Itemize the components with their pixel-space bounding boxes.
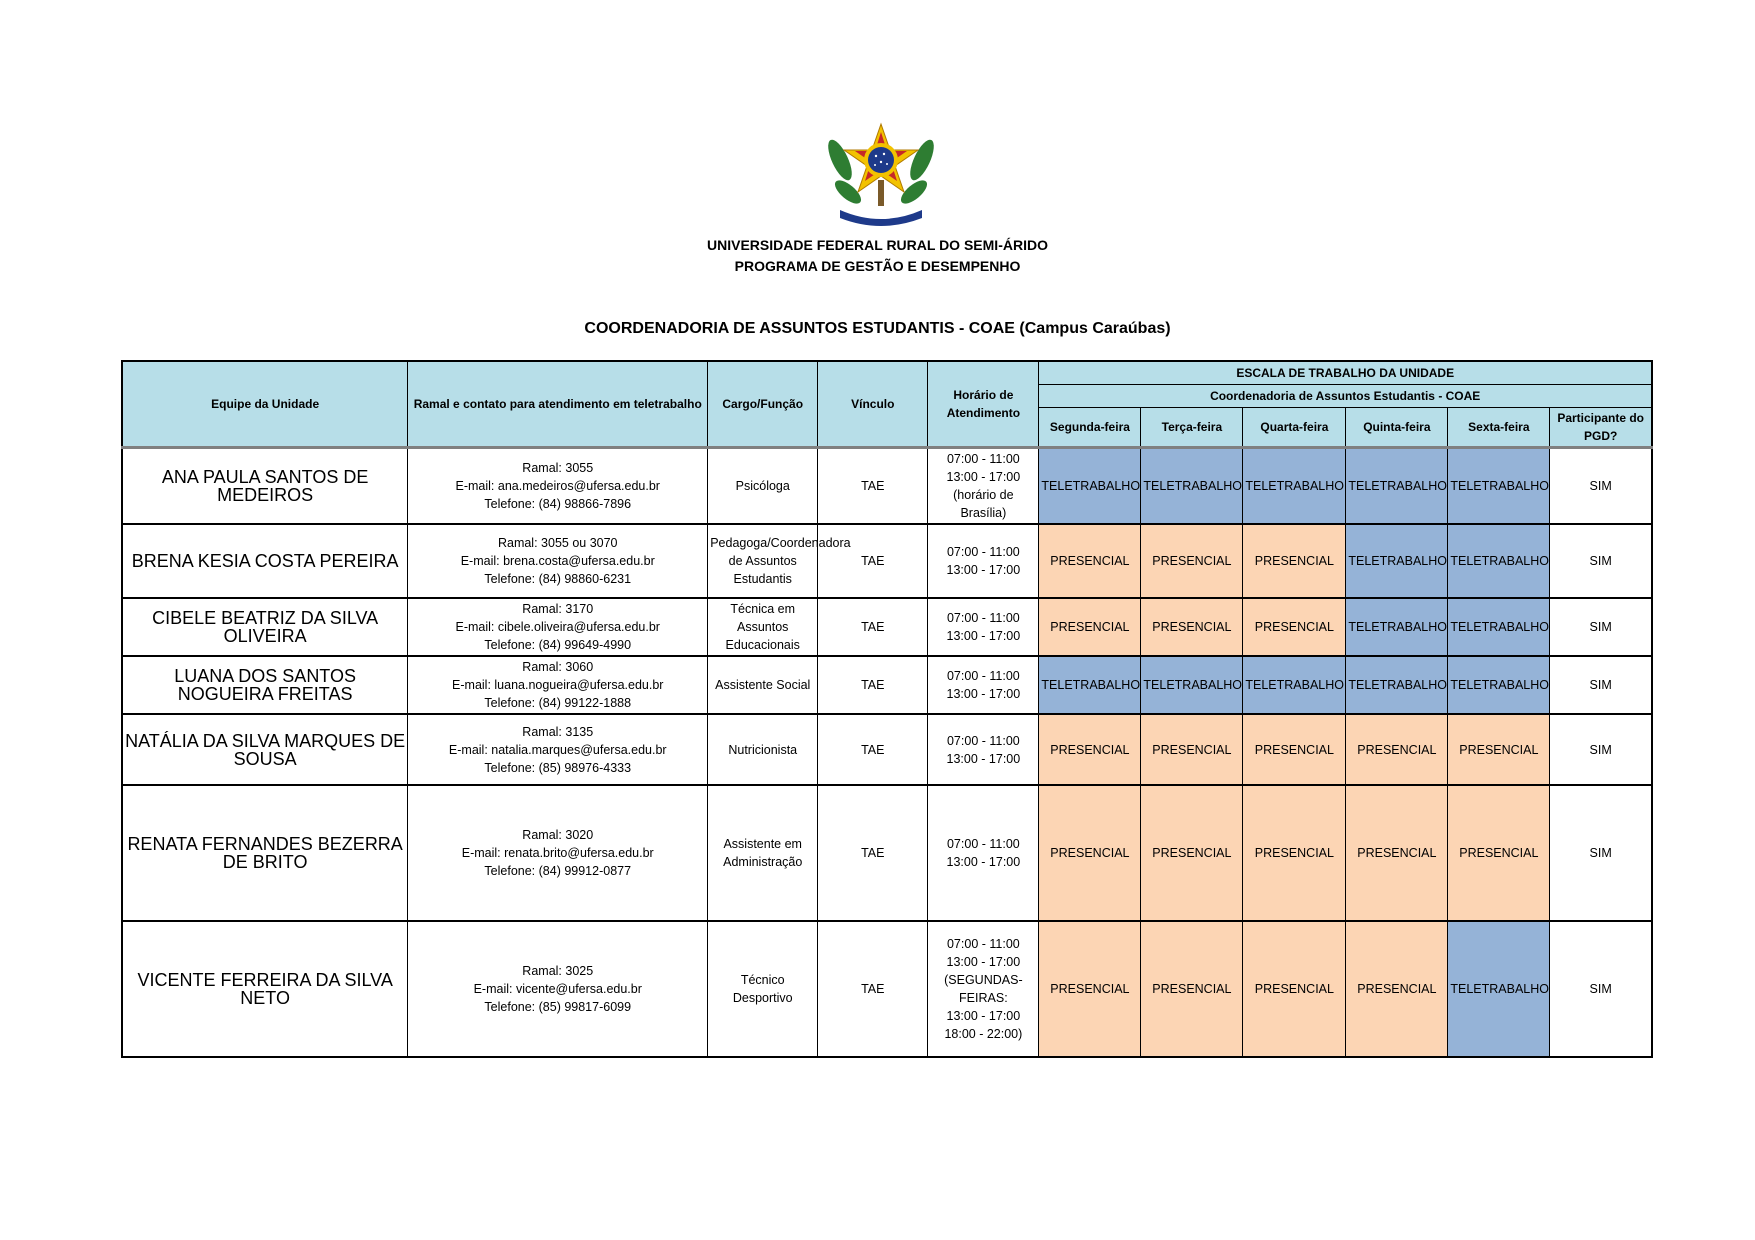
role-cell: Técnico Desportivo	[708, 921, 818, 1057]
schedule-cell-friday: PRESENCIAL	[1448, 714, 1550, 785]
hours-line: 07:00 - 11:00	[946, 937, 1020, 951]
bond-cell: TAE	[818, 656, 928, 714]
schedule-cell-tuesday: PRESENCIAL	[1141, 921, 1243, 1057]
bond-cell: TAE	[818, 921, 928, 1057]
contact-line: Telefone: (84) 99649-4990	[484, 638, 632, 652]
hours-line: Brasília)	[960, 506, 1007, 520]
team-member-name: LUANA DOS SANTOS NOGUEIRA FREITAS	[122, 656, 408, 714]
col-header-team: Equipe da Unidade	[122, 361, 408, 448]
schedule-cell-thursday: TELETRABALHO	[1346, 656, 1448, 714]
contact-line: Ramal: 3170	[522, 602, 594, 616]
contact-line: Ramal: 3060	[522, 660, 594, 674]
col-header-bond: Vínculo	[818, 361, 928, 448]
hours-line: (SEGUNDAS-	[944, 973, 1023, 987]
schedule-cell-friday: TELETRABALHO	[1448, 524, 1550, 598]
table-row	[122, 656, 1652, 714]
contact-line: Telefone: (85) 98976-4333	[484, 760, 632, 775]
hours-line: 07:00 - 11:00	[946, 611, 1020, 625]
schedule-cell-monday: PRESENCIAL	[1039, 921, 1141, 1057]
contact-line: Ramal: 3055	[522, 461, 594, 475]
schedule-cell-monday: TELETRABALHO	[1039, 656, 1141, 714]
contact-line: E-mail: brena.costa@ufersa.edu.br	[460, 554, 655, 568]
role-cell: Psicóloga	[708, 448, 818, 525]
hours-line: 13:00 - 17:00	[946, 855, 1021, 869]
contact-line: E-mail: luana.nogueira@ufersa.edu.br	[452, 678, 664, 692]
program-name: PROGRAMA DE GESTÃO E DESEMPENHO	[734, 258, 1021, 274]
schedule-cell-thursday: PRESENCIAL	[1346, 714, 1448, 785]
schedule-cell-thursday: PRESENCIAL	[1346, 785, 1448, 921]
schedule-cell-thursday: PRESENCIAL	[1346, 921, 1448, 1057]
schedule-cell-tuesday: PRESENCIAL	[1141, 524, 1243, 598]
col-header-contact: Ramal e contato para atendimento em teletrabalho	[408, 361, 708, 448]
table-row	[122, 785, 1652, 921]
hours-cell	[928, 656, 1039, 714]
hours-line: 13:00 - 17:00	[946, 629, 1021, 643]
col-header-wednesday: Quarta-feira	[1243, 408, 1346, 448]
pgd-cell: SIM	[1550, 921, 1652, 1057]
hours-cell	[928, 448, 1039, 525]
schedule-cell-tuesday: PRESENCIAL	[1141, 785, 1243, 921]
schedule-cell-wednesday: PRESENCIAL	[1243, 785, 1346, 921]
table-row	[122, 598, 1652, 656]
col-header-hours: Horário de Atendimento	[928, 361, 1039, 448]
schedule-cell-friday: TELETRABALHO	[1448, 598, 1550, 656]
contact-cell	[408, 598, 708, 656]
schedule-cell-monday: TELETRABALHO	[1039, 448, 1141, 525]
team-member-name: NATÁLIA DA SILVA MARQUES DE SOUSA	[122, 714, 408, 785]
schedule-cell-thursday: TELETRABALHO	[1346, 524, 1448, 598]
contact-line: Telefone: (84) 98860-6231	[484, 572, 632, 586]
schedule-cell-monday: PRESENCIAL	[1039, 524, 1141, 598]
table-row	[122, 714, 1652, 785]
contact-cell	[408, 714, 708, 785]
schedule-cell-wednesday: PRESENCIAL	[1243, 524, 1346, 598]
contact-line: E-mail: vicente@ufersa.edu.br	[473, 982, 642, 996]
schedule-cell-thursday: TELETRABALHO	[1346, 448, 1448, 525]
role-cell: Assistente em Administração	[708, 785, 818, 921]
team-member-name: VICENTE FERREIRA DA SILVA NETO	[122, 921, 408, 1057]
col-header-schedule-subgroup: Coordenadoria de Assuntos Estudantis - COAE	[1039, 385, 1652, 408]
bond-cell: TAE	[818, 785, 928, 921]
pgd-cell: SIM	[1550, 448, 1652, 525]
hours-cell	[928, 524, 1039, 598]
work-schedule-table	[121, 360, 1653, 1058]
team-member-name: ANA PAULA SANTOS DE MEDEIROS	[122, 448, 408, 525]
hours-cell	[928, 921, 1039, 1057]
hours-cell	[928, 598, 1039, 656]
bond-cell: TAE	[818, 448, 928, 525]
schedule-cell-friday: TELETRABALHO	[1448, 448, 1550, 525]
bond-cell: TAE	[818, 524, 928, 598]
contact-line: Ramal: 3020	[522, 828, 594, 842]
role-cell: Nutricionista	[708, 714, 818, 785]
schedule-cell-thursday: TELETRABALHO	[1346, 598, 1448, 656]
contact-cell	[408, 656, 708, 714]
hours-line: 18:00 - 22:00)	[944, 1027, 1023, 1041]
role-cell: Técnica em Assuntos Educacionais	[708, 598, 818, 656]
schedule-cell-friday: PRESENCIAL	[1448, 785, 1550, 921]
schedule-cell-tuesday: TELETRABALHO	[1141, 656, 1243, 714]
table-row	[122, 524, 1652, 598]
col-header-friday: Sexta-feira	[1448, 408, 1550, 448]
contact-cell	[408, 921, 708, 1057]
contact-line: Telefone: (84) 99122-1888	[484, 696, 632, 710]
pgd-cell: SIM	[1550, 598, 1652, 656]
hours-line: 13:00 - 17:00	[946, 955, 1021, 969]
schedule-cell-monday: PRESENCIAL	[1039, 785, 1141, 921]
col-header-thursday: Quinta-feira	[1346, 408, 1448, 448]
contact-line: Ramal: 3055 ou 3070	[497, 536, 618, 550]
col-header-pgd: Participante do PGD?	[1550, 408, 1652, 448]
schedule-cell-monday: PRESENCIAL	[1039, 598, 1141, 656]
contact-line: E-mail: natalia.marques@ufersa.edu.br	[448, 742, 667, 757]
contact-line: Telefone: (84) 98866-7896	[484, 497, 632, 511]
hours-line: 07:00 - 11:00	[946, 837, 1020, 851]
contact-cell	[408, 785, 708, 921]
schedule-cell-friday: TELETRABALHO	[1448, 921, 1550, 1057]
contact-line: Ramal: 3135	[522, 724, 594, 739]
team-member-name: CIBELE BEATRIZ DA SILVA OLIVEIRA	[122, 598, 408, 656]
hours-line: 13:00 - 17:00	[946, 687, 1021, 701]
contact-line: E-mail: cibele.oliveira@ufersa.edu.br	[455, 620, 660, 634]
hours-line: 07:00 - 11:00	[946, 545, 1020, 559]
pgd-cell: SIM	[1550, 714, 1652, 785]
schedule-cell-tuesday: TELETRABALHO	[1141, 448, 1243, 525]
schedule-cell-wednesday: PRESENCIAL	[1243, 598, 1346, 656]
schedule-cell-wednesday: TELETRABALHO	[1243, 656, 1346, 714]
col-header-role: Cargo/Função	[708, 361, 818, 448]
hours-line: 13:00 - 17:00	[946, 563, 1021, 577]
col-header-monday: Segunda-feira	[1039, 408, 1141, 448]
team-member-name: BRENA KESIA COSTA PEREIRA	[122, 524, 408, 598]
bond-cell: TAE	[818, 714, 928, 785]
bond-cell: TAE	[818, 598, 928, 656]
schedule-cell-monday: PRESENCIAL	[1039, 714, 1141, 785]
hours-line: 13:00 - 17:00	[946, 1009, 1021, 1023]
unit-title: COORDENADORIA DE ASSUNTOS ESTUDANTIS - COAE (Campus Caraúbas)	[584, 320, 1171, 337]
table-row	[122, 921, 1652, 1057]
schedule-cell-friday: TELETRABALHO	[1448, 656, 1550, 714]
contact-line: Ramal: 3025	[522, 964, 594, 978]
schedule-cell-wednesday: PRESENCIAL	[1243, 921, 1346, 1057]
hours-cell	[928, 714, 1039, 785]
pgd-cell: SIM	[1550, 524, 1652, 598]
hours-line: 07:00 - 11:00	[946, 452, 1020, 466]
hours-line: 07:00 - 11:00	[946, 733, 1020, 748]
role-cell: Assistente Social	[708, 656, 818, 714]
schedule-cell-tuesday: PRESENCIAL	[1141, 714, 1243, 785]
col-header-tuesday: Terça-feira	[1141, 408, 1243, 448]
hours-line: FEIRAS:	[959, 991, 1008, 1005]
pgd-cell: SIM	[1550, 785, 1652, 921]
table-row	[122, 448, 1652, 525]
contact-line: Telefone: (84) 99912-0877	[484, 864, 632, 878]
role-cell: Pedagoga/Coordenadora de Assuntos Estudantis	[708, 524, 818, 598]
col-header-schedule-group: ESCALA DE TRABALHO DA UNIDADE	[1039, 361, 1652, 385]
contact-line: Telefone: (85) 99817-6099	[484, 1000, 632, 1014]
hours-line: 13:00 - 17:00	[946, 751, 1021, 766]
schedule-cell-tuesday: PRESENCIAL	[1141, 598, 1243, 656]
hours-line: 13:00 - 17:00	[946, 470, 1021, 484]
schedule-cell-wednesday: PRESENCIAL	[1243, 714, 1346, 785]
institution-name: UNIVERSIDADE FEDERAL RURAL DO SEMI-ÁRIDO	[707, 237, 1048, 253]
contact-line: E-mail: renata.brito@ufersa.edu.br	[461, 846, 654, 860]
brazil-coat-of-arms-icon	[826, 120, 936, 232]
hours-cell	[928, 785, 1039, 921]
team-member-name: RENATA FERNANDES BEZERRA DE BRITO	[122, 785, 408, 921]
contact-cell	[408, 448, 708, 525]
pgd-cell: SIM	[1550, 656, 1652, 714]
hours-line: (horário de	[953, 488, 1014, 502]
hours-line: 07:00 - 11:00	[946, 669, 1020, 683]
contact-line: E-mail: ana.medeiros@ufersa.edu.br	[455, 479, 660, 493]
schedule-cell-wednesday: TELETRABALHO	[1243, 448, 1346, 525]
contact-cell	[408, 524, 708, 598]
